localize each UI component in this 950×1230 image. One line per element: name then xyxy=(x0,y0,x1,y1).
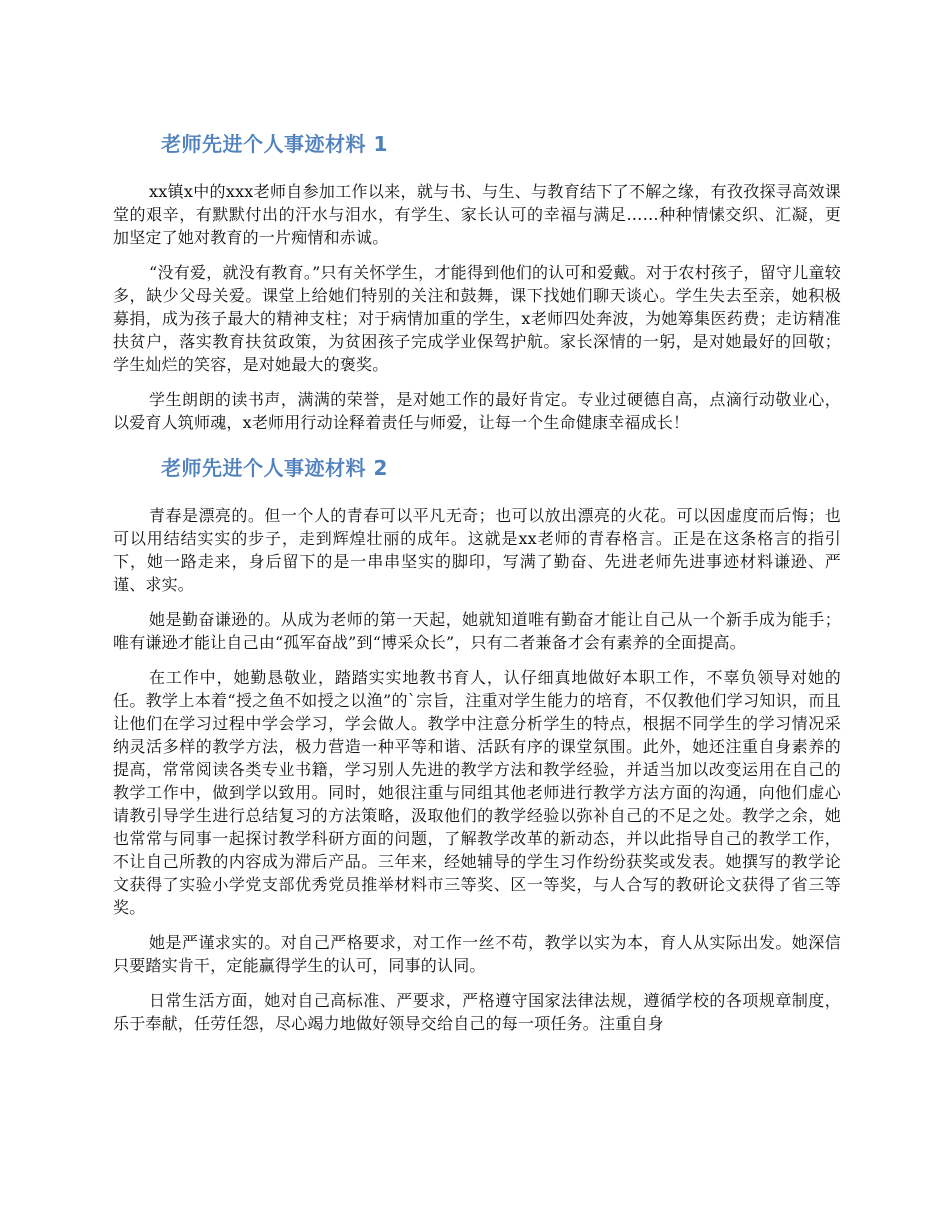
document-body xyxy=(113,122,841,1047)
section-1-paragraph-1: xx镇x中的xxx老师自参加工作以来，就与书、与生、与教育结下了不解之缘，有孜孜探寻高效课堂的艰辛，有默默付出的汗水与泪水，有学生、家长认可的幸福与满足……种种情愫交织、汇凝，更加坚定了她对教育的一片痴情和赤诚。 xyxy=(113,182,841,247)
section-2-paragraph-3: 在工作中，她勤恳敬业，踏踏实实地教书育人，认仔细真地做好本职工作，不辜负领导对她的任。教学上本着“授之鱼不如授之以渔”的`宗旨，注重对学生能力的培育，不仅教他们学习知识，而且让他们在学习过程中学会学习，学会做人。教学中注意分析学生的特点，根据不同学生的学习情况采纳灵活多样的教学方法，极力营造一种平等和谐、活跃有序的课堂氛围。此外，她还注重自身素养的提高，常常阅读各类专业书籍，学习别人先进的教学方法和教学经验，并适当加以改变运用在自己的教学工作中，做到学以致用。同时，她很注重与同组其他老师进行教学方法方面的沟通，向他们虚心请教引导学生进行总结复习的方法策略，汲取他们的教学经验以弥补自己的不足之处。教学之余，她也常常与同事一起探讨教学科研方面的问题，了解教学改革的新动态，并以此指导自己的教学工作，不让自己所教的内容成为滞后产品。三年来，经她辅导的学生习作纷纷获奖或发表。她撰写的教学论文获得了实验小学党支部优秀党员推举材料市三等奖、区一等奖，与人合写的教研论文获得了省三等奖。 xyxy=(113,668,841,917)
section-1-paragraph-3: 学生朗朗的读书声，满满的荣誉，是对她工作的最好肯定。专业过硬德自高，点滴行动敬业心，以爱育人筑师魂，x老师用行动诠释着责任与师爱，让每一个生命健康幸福成长！ xyxy=(113,390,841,432)
section-2-paragraph-2: 她是勤奋谦逊的。从成为老师的第一天起，她就知道唯有勤奋才能让自己从一个新手成为能手；唯有谦逊才能让自己由“孤军奋战”到“博采众长”，只有二者兼备才会有素养的全面提高。 xyxy=(113,610,841,652)
section-2-paragraph-1: 青春是漂亮的。但一个人的青春可以平凡无奇；也可以放出漂亮的火花。可以因虚度而后悔；也可以用结结实实的步子，走到辉煌壮丽的成年。这就是xx老师的青春格言。正是在这条格言的指引下，她一路走来，身后留下的是一串串坚实的脚印，写满了勤奋、先进老师先进事迹材料谦逊、严谨、求实。 xyxy=(113,506,841,594)
section-2-paragraph-4: 她是严谨求实的。对自己严格要求，对工作一丝不苟，教学以实为本，育人从实际出发。她深信只要踏实肯干，定能赢得学生的认可，同事的认同。 xyxy=(113,933,841,975)
section-1-paragraph-2: “没有爱，就没有教育。”只有关怀学生，才能得到他们的认可和爱戴。对于农村孩子，留守儿童较多，缺少父母关爱。课堂上给她们特别的关注和鼓舞，课下找她们聊天谈心。学生失去至亲，她积极募捐，成为孩子最大的精神支柱；对于病情加重的学生，x老师四处奔波，为她筹集医药费；走访精准扶贫户，落实教育扶贫政策，为贫困孩子完成学业保驾护航。家长深情的一躬，是对她最好的回敬；学生灿烂的笑容，是对她最大的褒奖。 xyxy=(113,263,841,374)
section-title-1: 老师先进个人事迹材料 1 xyxy=(161,132,388,156)
section-title-2: 老师先进个人事迹材料 2 xyxy=(161,456,388,480)
section-2-paragraph-5: 日常生活方面，她对自己高标准、严要求，严格遵守国家法律法规，遵循学校的各项规章制度，乐于奉献，任劳任怨，尽心竭力地做好领导交给自己的每一项任务。注重自身 xyxy=(113,991,841,1033)
